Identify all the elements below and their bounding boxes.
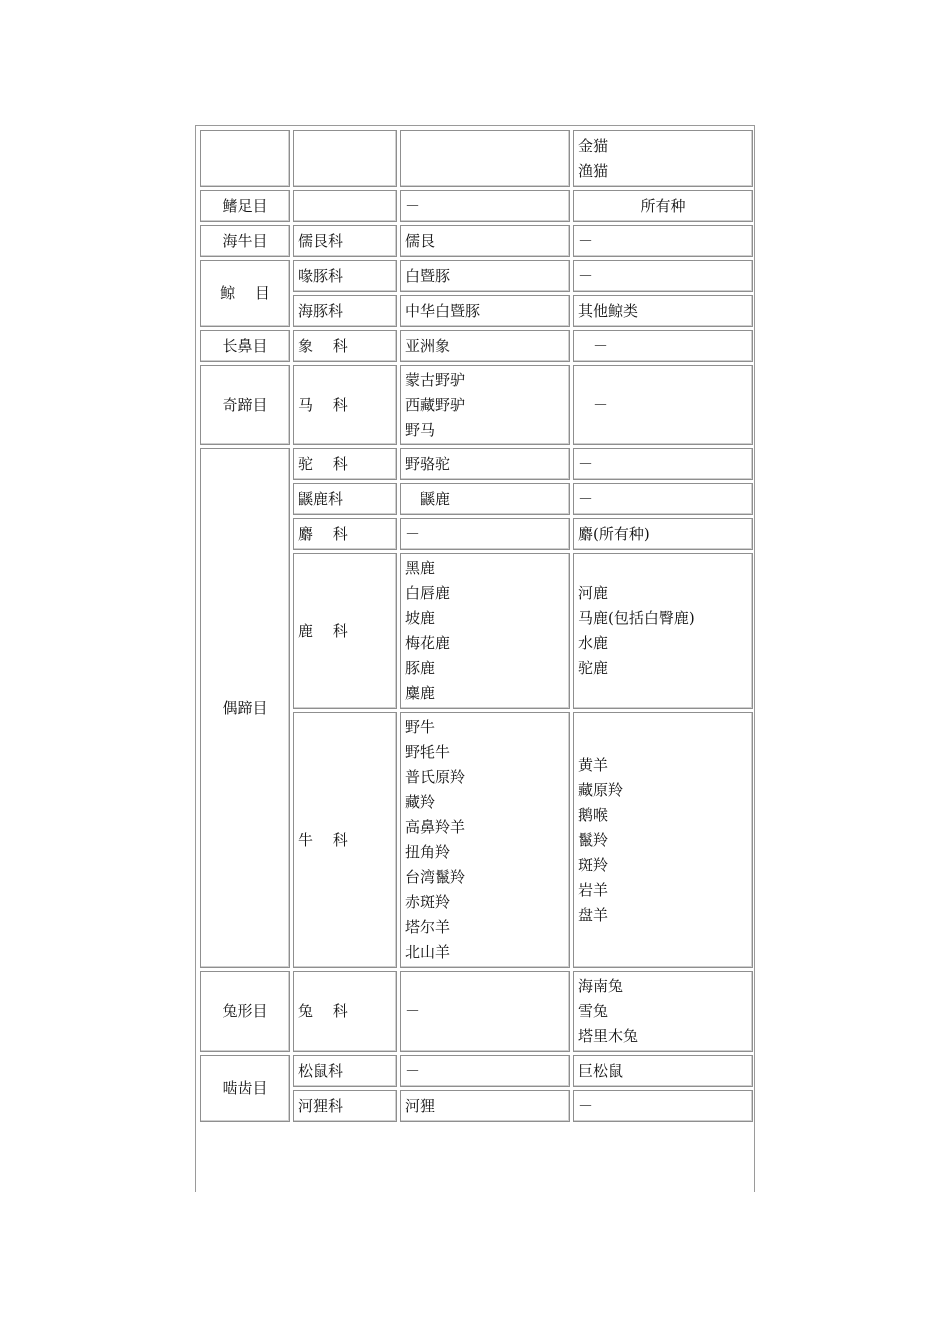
class1-cell bbox=[400, 330, 570, 362]
species-name: 普氏原羚 bbox=[405, 768, 466, 786]
species-name: 驼鹿 bbox=[578, 659, 609, 677]
class1-cell bbox=[400, 712, 570, 968]
table-row bbox=[200, 225, 753, 257]
class1-cell bbox=[400, 448, 570, 480]
order-cell bbox=[200, 130, 290, 187]
species-name: 鼷鹿 bbox=[405, 489, 451, 508]
class2-cell bbox=[573, 365, 753, 445]
family-cell: 鼷鹿科 bbox=[293, 483, 397, 515]
order-cell: 啮齿目 bbox=[200, 1055, 290, 1122]
class2-cell bbox=[573, 712, 753, 968]
species-name: － bbox=[405, 1061, 421, 1080]
class2-cell bbox=[573, 130, 753, 187]
species-name: 扭角羚 bbox=[405, 843, 451, 861]
class2-cell bbox=[573, 448, 753, 480]
species-name: 雪兔 bbox=[578, 1002, 609, 1020]
species-name: 盘羊 bbox=[578, 905, 609, 924]
class1-cell bbox=[400, 971, 570, 1052]
order-cell: 兔形目 bbox=[200, 971, 290, 1052]
table-row bbox=[200, 448, 753, 480]
class1-cell bbox=[400, 130, 570, 187]
species-name: － bbox=[578, 395, 609, 414]
species-name: － bbox=[578, 336, 609, 355]
species-name: 鬣羚 bbox=[578, 830, 609, 849]
species-name: 斑羚 bbox=[578, 855, 609, 874]
family-cell: 河狸科 bbox=[293, 1090, 397, 1122]
table-row bbox=[200, 365, 753, 445]
species-name: 所有种 bbox=[640, 196, 686, 215]
species-name: 水鹿 bbox=[578, 634, 609, 652]
species-name: 野牛 bbox=[405, 718, 436, 736]
species-table bbox=[197, 127, 756, 1125]
species-name: 其他鲸类 bbox=[578, 301, 639, 320]
class2-cell bbox=[573, 1090, 753, 1122]
family-cell: 麝 科 bbox=[293, 518, 397, 550]
class2-cell bbox=[573, 225, 753, 257]
species-name: 藏原羚 bbox=[578, 780, 624, 799]
species-name: 金猫 bbox=[578, 136, 609, 155]
species-name: 野牦牛 bbox=[405, 743, 451, 761]
species-name: 白唇鹿 bbox=[405, 584, 451, 602]
species-name: 塔尔羊 bbox=[405, 918, 451, 936]
species-name: 野马 bbox=[405, 420, 436, 439]
class1-cell bbox=[400, 295, 570, 327]
family-cell bbox=[293, 130, 397, 187]
class1-cell bbox=[400, 518, 570, 550]
species-name: 藏羚 bbox=[405, 793, 436, 811]
class2-cell bbox=[573, 330, 753, 362]
class2-cell bbox=[573, 971, 753, 1052]
species-name: 巨松鼠 bbox=[578, 1061, 624, 1080]
family-cell: 鹿 科 bbox=[293, 553, 397, 709]
species-name: 豚鹿 bbox=[405, 659, 436, 677]
species-name: 黄羊 bbox=[578, 755, 609, 774]
class2-cell bbox=[573, 483, 753, 515]
family-cell: 喙豚科 bbox=[293, 260, 397, 292]
species-name: 渔猫 bbox=[578, 161, 609, 180]
family-cell: 马 科 bbox=[293, 365, 397, 445]
class1-cell bbox=[400, 225, 570, 257]
class2-cell bbox=[573, 295, 753, 327]
species-name: 中华白暨豚 bbox=[405, 301, 481, 320]
species-name: 西藏野驴 bbox=[405, 395, 466, 414]
species-table-body bbox=[200, 130, 753, 1122]
order-cell: 鳍足目 bbox=[200, 190, 290, 222]
table-row bbox=[200, 260, 753, 292]
species-name: 鹅喉 bbox=[578, 805, 609, 824]
order-cell: 偶蹄目 bbox=[200, 448, 290, 968]
table-row bbox=[200, 330, 753, 362]
species-name: 野骆驼 bbox=[405, 454, 451, 473]
species-name: 岩羊 bbox=[578, 880, 609, 899]
class2-cell bbox=[573, 553, 753, 709]
family-cell: 松鼠科 bbox=[293, 1055, 397, 1087]
species-name: 麝(所有种) bbox=[578, 524, 650, 543]
species-name: 高鼻羚羊 bbox=[405, 818, 466, 836]
species-name: － bbox=[405, 196, 421, 215]
species-name: 梅花鹿 bbox=[405, 634, 451, 652]
class1-cell bbox=[400, 553, 570, 709]
class1-cell bbox=[400, 1090, 570, 1122]
class1-cell bbox=[400, 365, 570, 445]
order-cell: 长鼻目 bbox=[200, 330, 290, 362]
order-cell: 奇蹄目 bbox=[200, 365, 290, 445]
species-name: 白暨豚 bbox=[405, 266, 451, 285]
species-name: 马鹿(包括白臀鹿) bbox=[578, 609, 695, 627]
species-name: － bbox=[405, 1002, 421, 1020]
class1-cell bbox=[400, 260, 570, 292]
species-name: － bbox=[578, 1096, 594, 1115]
species-name: 儒艮 bbox=[405, 231, 436, 250]
species-name: － bbox=[578, 454, 594, 473]
species-name: － bbox=[578, 489, 594, 508]
family-cell: 象 科 bbox=[293, 330, 397, 362]
table-row bbox=[200, 130, 753, 187]
species-name: 海南兔 bbox=[578, 977, 624, 995]
family-cell: 儒艮科 bbox=[293, 225, 397, 257]
order-cell: 鲸 目 bbox=[200, 260, 290, 327]
class2-cell bbox=[573, 260, 753, 292]
species-name: 黑鹿 bbox=[405, 559, 436, 577]
species-name: 台湾鬣羚 bbox=[405, 868, 466, 886]
table-row bbox=[200, 1055, 753, 1087]
species-name: － bbox=[578, 266, 594, 285]
class2-cell bbox=[573, 190, 753, 222]
species-name: 蒙古野驴 bbox=[405, 370, 466, 389]
species-name: 塔里木兔 bbox=[578, 1027, 639, 1045]
class2-cell bbox=[573, 518, 753, 550]
species-name: 赤斑羚 bbox=[405, 893, 451, 911]
species-name: 北山羊 bbox=[405, 943, 451, 961]
class1-cell bbox=[400, 1055, 570, 1087]
species-name: 河鹿 bbox=[578, 584, 609, 602]
species-name: － bbox=[405, 524, 421, 543]
family-cell: 驼 科 bbox=[293, 448, 397, 480]
table-row bbox=[200, 971, 753, 1052]
species-name: 河狸 bbox=[405, 1096, 436, 1115]
species-name: 麋鹿 bbox=[405, 684, 436, 702]
species-name: 坡鹿 bbox=[405, 609, 436, 627]
family-cell: 海豚科 bbox=[293, 295, 397, 327]
family-cell bbox=[293, 190, 397, 222]
table-row bbox=[200, 190, 753, 222]
family-cell: 牛 科 bbox=[293, 712, 397, 968]
species-name: － bbox=[578, 231, 594, 250]
family-cell: 兔 科 bbox=[293, 971, 397, 1052]
class1-cell bbox=[400, 190, 570, 222]
class2-cell bbox=[573, 1055, 753, 1087]
order-cell: 海牛目 bbox=[200, 225, 290, 257]
species-name: 亚洲象 bbox=[405, 336, 451, 355]
class1-cell bbox=[400, 483, 570, 515]
